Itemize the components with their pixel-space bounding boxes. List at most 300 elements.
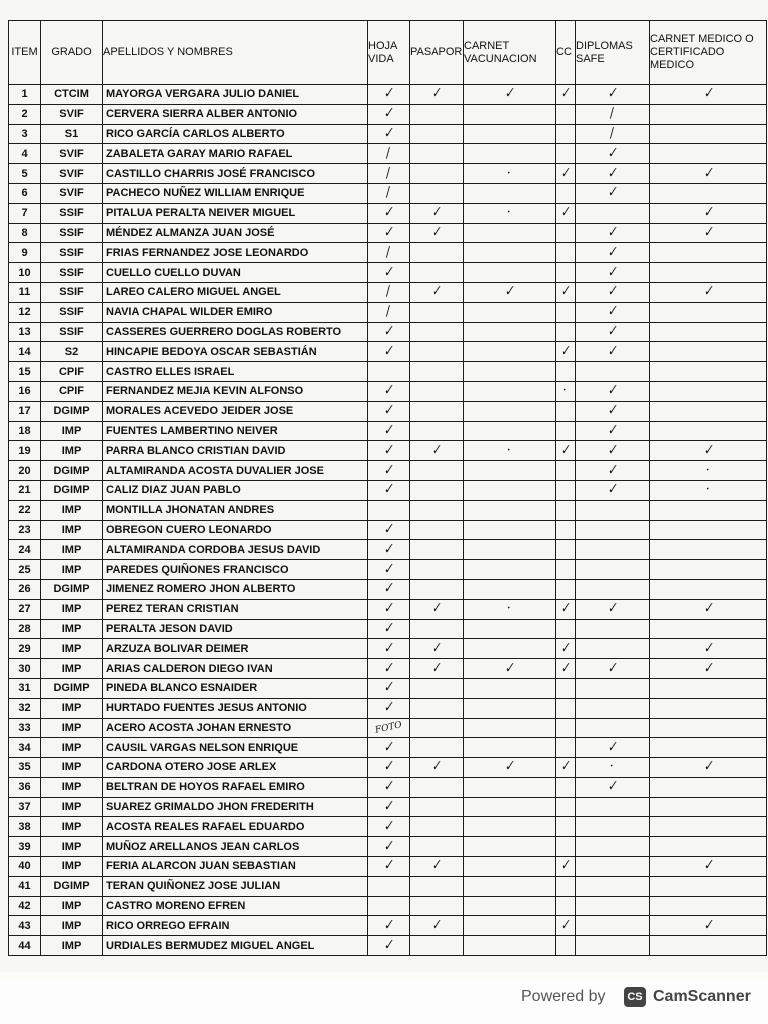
cell-carnet-vacunacion: [464, 659, 556, 679]
cell-carnet-medico: [650, 857, 767, 877]
handwritten-mark: ✓: [381, 520, 396, 538]
cell-cc: [556, 837, 576, 857]
cell-carnet-medico: [650, 500, 767, 520]
cell-diplomas-safe: [576, 104, 650, 124]
cell-name: CUELLO CUELLO DUVAN: [103, 263, 368, 283]
cell-item: 3: [9, 124, 41, 144]
cell-name: PERALTA JESON DAVID: [103, 619, 368, 639]
cell-carnet-medico: [650, 164, 767, 184]
cell-item: 34: [9, 738, 41, 758]
cell-cc: [556, 817, 576, 837]
cell-carnet-vacunacion: [464, 85, 556, 105]
cell-pasaporte: [410, 659, 464, 679]
cell-pasaporte: [410, 639, 464, 659]
cell-name: PARRA BLANCO CRISTIAN DAVID: [103, 441, 368, 461]
cell-grado: IMP: [41, 599, 103, 619]
cell-carnet-medico: [650, 916, 767, 936]
cell-name: CASSERES GUERRERO DOGLAS ROBERTO: [103, 322, 368, 342]
cell-name: CASTRO ELLES ISRAEL: [103, 362, 368, 382]
handwritten-mark: ✓: [429, 758, 444, 776]
handwritten-mark: ·: [704, 482, 712, 498]
cell-name: ALTAMIRANDA CORDOBA JESUS DAVID: [103, 540, 368, 560]
cell-pasaporte: [410, 758, 464, 778]
table-row: [9, 758, 767, 778]
cell-cc: [556, 302, 576, 322]
table-row: [9, 936, 767, 956]
table-row: [9, 381, 767, 401]
cell-name: FRIAS FERNANDEZ JOSE LEONARDO: [103, 243, 368, 263]
cell-hoja-vida: [368, 579, 410, 599]
handwritten-mark: ✓: [381, 936, 396, 954]
cell-grado: CPIF: [41, 362, 103, 382]
table-row: [9, 263, 767, 283]
cell-diplomas-safe: [576, 263, 650, 283]
cell-name: PEREZ TERAN CRISTIAN: [103, 599, 368, 619]
cell-name: CERVERA SIERRA ALBER ANTONIO: [103, 104, 368, 124]
cell-cc: [556, 183, 576, 203]
cell-grado: SVIF: [41, 104, 103, 124]
cell-carnet-medico: [650, 243, 767, 263]
cell-pasaporte: [410, 837, 464, 857]
handwritten-mark: ✓: [558, 342, 573, 360]
cell-hoja-vida: [368, 144, 410, 164]
cell-carnet-vacunacion: [464, 500, 556, 520]
cell-item: 7: [9, 203, 41, 223]
cell-diplomas-safe: [576, 540, 650, 560]
cell-hoja-vida: [368, 698, 410, 718]
cell-item: 28: [9, 619, 41, 639]
cell-diplomas-safe: [576, 223, 650, 243]
cell-pasaporte: [410, 362, 464, 382]
cell-grado: SSIF: [41, 243, 103, 263]
cell-diplomas-safe: [576, 401, 650, 421]
cell-hoja-vida: [368, 381, 410, 401]
handwritten-mark: ✓: [381, 204, 396, 222]
cell-carnet-medico: [650, 876, 767, 896]
cell-diplomas-safe: [576, 936, 650, 956]
handwritten-mark: /: [384, 185, 393, 201]
cell-diplomas-safe: [576, 758, 650, 778]
cell-hoja-vida: [368, 599, 410, 619]
cell-carnet-vacunacion: [464, 223, 556, 243]
cell-hoja-vida: [368, 322, 410, 342]
handwritten-mark: /: [384, 165, 393, 181]
table-row: [9, 659, 767, 679]
cell-carnet-medico: [650, 936, 767, 956]
cell-name: MÉNDEZ ALMANZA JUAN JOSÉ: [103, 223, 368, 243]
cell-hoja-vida: [368, 500, 410, 520]
cell-diplomas-safe: [576, 164, 650, 184]
handwritten-mark: ✓: [381, 540, 396, 558]
cell-carnet-vacunacion: [464, 619, 556, 639]
cell-hoja-vida: [368, 520, 410, 540]
cell-pasaporte: [410, 896, 464, 916]
cell-carnet-vacunacion: [464, 381, 556, 401]
cell-item: 8: [9, 223, 41, 243]
cell-name: MAYORGA VERGARA JULIO DANIEL: [103, 85, 368, 105]
handwritten-mark: ✓: [701, 85, 715, 103]
cell-grado: IMP: [41, 520, 103, 540]
handwritten-mark: ✓: [701, 857, 715, 875]
cell-pasaporte: [410, 718, 464, 738]
cell-carnet-medico: [650, 540, 767, 560]
cell-item: 5: [9, 164, 41, 184]
cell-carnet-medico: [650, 738, 767, 758]
cell-item: 23: [9, 520, 41, 540]
cell-diplomas-safe: [576, 441, 650, 461]
cell-hoja-vida: [368, 876, 410, 896]
cell-item: 21: [9, 480, 41, 500]
cell-pasaporte: [410, 817, 464, 837]
cell-cc: [556, 480, 576, 500]
cell-item: 19: [9, 441, 41, 461]
handwritten-mark: ✓: [429, 85, 444, 103]
cell-cc: [556, 322, 576, 342]
handwritten-mark: ✓: [381, 738, 396, 756]
cell-carnet-medico: [650, 659, 767, 679]
cell-item: 4: [9, 144, 41, 164]
cell-hoja-vida: [368, 718, 410, 738]
cell-item: 9: [9, 243, 41, 263]
table-row: [9, 678, 767, 698]
cell-cc: [556, 461, 576, 481]
cell-carnet-medico: [650, 362, 767, 382]
cell-pasaporte: [410, 183, 464, 203]
handwritten-mark: ·: [704, 462, 712, 478]
cell-carnet-medico: [650, 421, 767, 441]
cell-cc: [556, 659, 576, 679]
handwritten-mark: ✓: [502, 659, 517, 677]
cell-cc: [556, 896, 576, 916]
cell-item: 22: [9, 500, 41, 520]
cell-carnet-vacunacion: [464, 540, 556, 560]
cell-diplomas-safe: [576, 144, 650, 164]
table-row: [9, 560, 767, 580]
cell-item: 32: [9, 698, 41, 718]
handwritten-mark: ✓: [381, 857, 396, 875]
handwritten-mark: ✓: [381, 560, 396, 578]
cell-diplomas-safe: [576, 896, 650, 916]
cell-item: 25: [9, 560, 41, 580]
handwritten-mark: ✓: [381, 322, 396, 340]
cell-diplomas-safe: [576, 381, 650, 401]
cell-carnet-medico: [650, 203, 767, 223]
handwritten-mark: ✓: [381, 798, 396, 816]
cell-pasaporte: [410, 797, 464, 817]
cell-carnet-medico: [650, 144, 767, 164]
cell-diplomas-safe: [576, 639, 650, 659]
cell-diplomas-safe: [576, 520, 650, 540]
cell-carnet-vacunacion: [464, 203, 556, 223]
cell-diplomas-safe: [576, 579, 650, 599]
table-row: [9, 421, 767, 441]
cell-carnet-medico: [650, 698, 767, 718]
handwritten-mark: ✓: [381, 580, 396, 598]
cell-grado: IMP: [41, 777, 103, 797]
cell-item: 38: [9, 817, 41, 837]
cell-item: 16: [9, 381, 41, 401]
cell-carnet-medico: [650, 817, 767, 837]
cell-carnet-medico: [650, 263, 767, 283]
cell-hoja-vida: [368, 362, 410, 382]
table-row: [9, 243, 767, 263]
cell-carnet-vacunacion: [464, 164, 556, 184]
handwritten-mark: ✓: [605, 243, 620, 261]
cell-carnet-vacunacion: [464, 896, 556, 916]
cell-carnet-vacunacion: [464, 678, 556, 698]
handwritten-mark: ✓: [381, 758, 396, 776]
table-row: [9, 797, 767, 817]
handwritten-mark: ✓: [429, 659, 444, 677]
cell-carnet-medico: [650, 579, 767, 599]
table-row: [9, 85, 767, 105]
cell-item: 10: [9, 263, 41, 283]
cell-name: CARDONA OTERO JOSE ARLEX: [103, 758, 368, 778]
handwritten-mark: /: [384, 284, 393, 300]
cell-name: FERIA ALARCON JUAN SEBASTIAN: [103, 857, 368, 877]
cell-grado: IMP: [41, 560, 103, 580]
cell-name: BELTRAN DE HOYOS RAFAEL EMIRO: [103, 777, 368, 797]
cell-hoja-vida: [368, 817, 410, 837]
cell-hoja-vida: [368, 223, 410, 243]
cell-diplomas-safe: [576, 362, 650, 382]
cell-diplomas-safe: [576, 480, 650, 500]
table-row: [9, 322, 767, 342]
cell-cc: [556, 916, 576, 936]
cell-carnet-vacunacion: [464, 698, 556, 718]
cell-hoja-vida: [368, 936, 410, 956]
cell-carnet-vacunacion: [464, 461, 556, 481]
handwritten-mark: ✓: [381, 778, 396, 796]
handwritten-mark: ✓: [558, 639, 573, 657]
handwritten-mark: FOTO: [374, 720, 403, 737]
cell-hoja-vida: [368, 857, 410, 877]
table-row: [9, 183, 767, 203]
handwritten-mark: ✓: [381, 639, 396, 657]
handwritten-mark: ✓: [701, 283, 715, 301]
cell-grado: IMP: [41, 936, 103, 956]
cell-grado: S1: [41, 124, 103, 144]
cell-pasaporte: [410, 738, 464, 758]
cell-pasaporte: [410, 342, 464, 362]
cell-pasaporte: [410, 540, 464, 560]
cell-carnet-medico: [650, 124, 767, 144]
handwritten-mark: ✓: [605, 144, 620, 162]
cell-carnet-vacunacion: [464, 916, 556, 936]
handwritten-mark: ✓: [429, 639, 444, 657]
handwritten-mark: ✓: [605, 481, 620, 499]
handwritten-mark: ·: [561, 383, 569, 399]
table-row: [9, 124, 767, 144]
cell-item: 17: [9, 401, 41, 421]
handwritten-mark: ✓: [429, 441, 444, 459]
cell-carnet-vacunacion: [464, 876, 556, 896]
cell-grado: CTCIM: [41, 85, 103, 105]
cell-carnet-vacunacion: [464, 560, 556, 580]
cell-diplomas-safe: [576, 797, 650, 817]
cell-name: CAUSIL VARGAS NELSON ENRIQUE: [103, 738, 368, 758]
cell-diplomas-safe: [576, 599, 650, 619]
cell-name: FERNANDEZ MEJIA KEVIN ALFONSO: [103, 381, 368, 401]
header-diplomas-safe: DIPLOMAS SAFE: [576, 21, 650, 85]
cell-carnet-medico: [650, 401, 767, 421]
handwritten-mark: ✓: [701, 758, 715, 776]
cell-grado: IMP: [41, 639, 103, 659]
cell-carnet-medico: [650, 381, 767, 401]
handwritten-mark: ✓: [605, 263, 620, 281]
cell-diplomas-safe: [576, 342, 650, 362]
handwritten-mark: ✓: [605, 778, 620, 796]
cell-diplomas-safe: [576, 738, 650, 758]
handwritten-mark: ✓: [381, 105, 396, 123]
cell-pasaporte: [410, 381, 464, 401]
cell-grado: DGIMP: [41, 579, 103, 599]
cell-pasaporte: [410, 857, 464, 877]
cell-hoja-vida: [368, 282, 410, 302]
cell-grado: SSIF: [41, 263, 103, 283]
handwritten-mark: ✓: [701, 164, 715, 182]
cell-grado: DGIMP: [41, 678, 103, 698]
cell-hoja-vida: [368, 441, 410, 461]
cell-name: LAREO CALERO MIGUEL ANGEL: [103, 282, 368, 302]
cell-carnet-medico: [650, 758, 767, 778]
table-row: [9, 857, 767, 877]
cell-grado: IMP: [41, 421, 103, 441]
cell-cc: [556, 381, 576, 401]
handwritten-mark: ✓: [381, 263, 396, 281]
cell-name: PAREDES QUIÑONES FRANCISCO: [103, 560, 368, 580]
table-row: [9, 738, 767, 758]
handwritten-mark: ✓: [429, 283, 444, 301]
cell-pasaporte: [410, 401, 464, 421]
cell-carnet-vacunacion: [464, 718, 556, 738]
cell-name: TERAN QUIÑONEZ JOSE JULIAN: [103, 876, 368, 896]
cell-carnet-vacunacion: [464, 124, 556, 144]
cell-hoja-vida: [368, 540, 410, 560]
cell-pasaporte: [410, 203, 464, 223]
table-row: [9, 282, 767, 302]
cell-cc: [556, 500, 576, 520]
cell-cc: [556, 936, 576, 956]
handwritten-mark: ✓: [381, 441, 396, 459]
cell-grado: DGIMP: [41, 401, 103, 421]
cell-hoja-vida: [368, 896, 410, 916]
cell-pasaporte: [410, 124, 464, 144]
cell-grado: IMP: [41, 500, 103, 520]
cell-carnet-vacunacion: [464, 322, 556, 342]
handwritten-mark: ✓: [605, 164, 620, 182]
handwritten-mark: ✓: [605, 659, 620, 677]
cell-name: ACERO ACOSTA JOHAN ERNESTO: [103, 718, 368, 738]
handwritten-mark: ✓: [605, 184, 620, 202]
handwritten-mark: ✓: [605, 461, 620, 479]
cell-carnet-medico: [650, 480, 767, 500]
table-row: [9, 480, 767, 500]
cell-name: SUAREZ GRIMALDO JHON FREDERITH: [103, 797, 368, 817]
cell-carnet-vacunacion: [464, 243, 556, 263]
cell-pasaporte: [410, 579, 464, 599]
cell-grado: IMP: [41, 441, 103, 461]
cell-carnet-medico: [650, 797, 767, 817]
handwritten-mark: ✓: [701, 659, 715, 677]
cell-carnet-medico: [650, 837, 767, 857]
handwritten-mark: ✓: [429, 857, 444, 875]
handwritten-mark: ✓: [558, 85, 573, 103]
cell-grado: IMP: [41, 896, 103, 916]
cell-grado: SVIF: [41, 164, 103, 184]
cell-diplomas-safe: [576, 876, 650, 896]
handwritten-mark: ✓: [429, 916, 444, 934]
cell-carnet-vacunacion: [464, 797, 556, 817]
table-row: [9, 362, 767, 382]
cell-name: PINEDA BLANCO ESNAIDER: [103, 678, 368, 698]
cell-hoja-vida: [368, 619, 410, 639]
cell-grado: SSIF: [41, 302, 103, 322]
cell-diplomas-safe: [576, 777, 650, 797]
cell-hoja-vida: [368, 916, 410, 936]
cell-carnet-medico: [650, 639, 767, 659]
cell-carnet-medico: [650, 302, 767, 322]
handwritten-mark: ✓: [502, 85, 517, 103]
header-row: [9, 21, 767, 85]
cell-diplomas-safe: [576, 85, 650, 105]
cell-cc: [556, 441, 576, 461]
cell-cc: [556, 203, 576, 223]
cell-carnet-vacunacion: [464, 183, 556, 203]
cell-hoja-vida: [368, 302, 410, 322]
cell-cc: [556, 560, 576, 580]
cell-carnet-vacunacion: [464, 302, 556, 322]
cell-cc: [556, 263, 576, 283]
handwritten-mark: ✓: [502, 283, 517, 301]
cell-grado: IMP: [41, 758, 103, 778]
cell-carnet-vacunacion: [464, 639, 556, 659]
cell-carnet-vacunacion: [464, 104, 556, 124]
cell-cc: [556, 104, 576, 124]
cell-cc: [556, 857, 576, 877]
cell-item: 20: [9, 461, 41, 481]
cell-item: 15: [9, 362, 41, 382]
cell-name: HINCAPIE BEDOYA OSCAR SEBASTIÁN: [103, 342, 368, 362]
cell-item: 18: [9, 421, 41, 441]
cell-pasaporte: [410, 144, 464, 164]
cell-carnet-vacunacion: [464, 441, 556, 461]
cell-name: CASTILLO CHARRIS JOSÉ FRANCISCO: [103, 164, 368, 184]
cell-cc: [556, 243, 576, 263]
cell-carnet-vacunacion: [464, 579, 556, 599]
cell-carnet-medico: [650, 342, 767, 362]
cell-pasaporte: [410, 441, 464, 461]
cell-grado: SSIF: [41, 282, 103, 302]
cell-diplomas-safe: [576, 183, 650, 203]
cell-cc: [556, 421, 576, 441]
handwritten-mark: ✓: [381, 817, 396, 835]
cell-name: MORALES ACEVEDO JEIDER JOSE: [103, 401, 368, 421]
table-row: [9, 461, 767, 481]
handwritten-mark: /: [608, 105, 617, 122]
table-row: [9, 579, 767, 599]
cell-name: NAVIA CHAPAL WILDER EMIRO: [103, 302, 368, 322]
cell-carnet-vacunacion: [464, 777, 556, 797]
cell-grado: IMP: [41, 797, 103, 817]
cell-name: PITALUA PERALTA NEIVER MIGUEL: [103, 203, 368, 223]
cell-pasaporte: [410, 104, 464, 124]
cell-cc: [556, 520, 576, 540]
cell-item: 30: [9, 659, 41, 679]
table-row: [9, 540, 767, 560]
cell-diplomas-safe: [576, 282, 650, 302]
handwritten-mark: ✓: [429, 224, 444, 241]
